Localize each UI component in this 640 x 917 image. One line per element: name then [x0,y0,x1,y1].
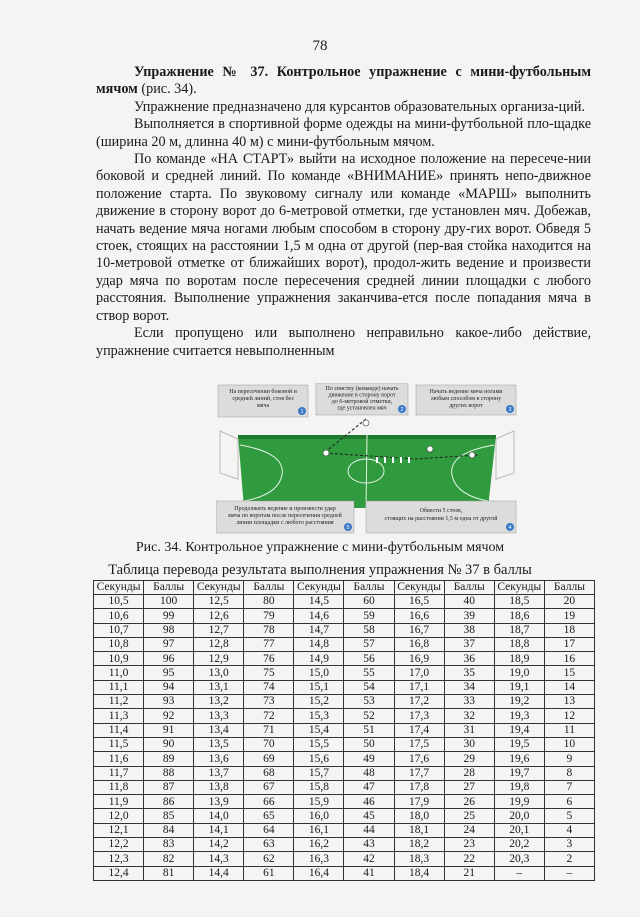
cone-3 [392,457,394,463]
cell-points: 95 [144,666,194,680]
callout-3-line-1: Начать ведение мяча ногами [429,389,503,395]
cone-5 [408,457,410,463]
cell-seconds: 14,6 [294,609,344,623]
cell-points: 14 [544,680,594,694]
cell-seconds: 11,0 [94,666,144,680]
callout-2 [316,383,408,415]
cell-points: 100 [144,595,194,609]
callout-3 [416,385,516,415]
table-row [94,695,595,709]
cell-seconds: 13,2 [194,695,244,709]
cell-points: 94 [144,680,194,694]
cell-points: 33 [444,695,494,709]
exercise-title [96,64,591,99]
cell-points: 7 [544,780,594,794]
cell-seconds: 11,8 [94,780,144,794]
cell-points: 20 [544,595,594,609]
header-seconds: Секунды [394,581,444,595]
cell-points: 77 [244,637,294,651]
cell-points: 48 [344,766,394,780]
cell-points: 9 [544,752,594,766]
paragraph-purpose: Упражнение предназначено для курсантов образовательных организа-ций. [134,98,585,115]
cell-seconds: 16,9 [394,652,444,666]
cell-seconds: 19,7 [494,766,544,780]
cell-points: 73 [244,695,294,709]
cell-seconds: 13,7 [194,766,244,780]
table-row [94,737,595,751]
cell-points: 24 [444,823,494,837]
table-body [94,595,595,881]
right-goal [496,431,514,479]
cell-seconds: 15,3 [294,709,344,723]
cell-seconds: 15,9 [294,795,344,809]
table-row [94,666,595,680]
cell-points: 47 [344,780,394,794]
cell-points: 69 [244,752,294,766]
cell-points: 63 [244,838,294,852]
callout-4-line-1: Обвести 5 стоек, [419,508,463,514]
cell-points: 71 [244,723,294,737]
cell-seconds: 12,1 [94,823,144,837]
cell-seconds: 13,0 [194,666,244,680]
cell-points: 83 [144,838,194,852]
court [220,419,514,508]
cell-points: 68 [244,766,294,780]
table-header-row [94,581,595,595]
cell-seconds: 16,8 [394,637,444,651]
cell-seconds: 12,4 [94,866,144,880]
paragraph-failure: Если пропущено или выполнено неправильно какое-либо действие, упражнение считается невыполненным [96,325,591,359]
exercise-text [96,64,591,360]
cell-points: 79 [244,609,294,623]
score-table [93,580,595,881]
cell-seconds: 14,5 [294,595,344,609]
cell-seconds: 12,5 [194,595,244,609]
table-row [94,780,595,794]
cell-seconds: 12,3 [94,852,144,866]
cell-seconds: 17,6 [394,752,444,766]
cell-points: 42 [344,852,394,866]
cell-points: 12 [544,709,594,723]
cell-seconds: 18,0 [394,809,444,823]
callout-3-line-2: любым способом в сторону [430,396,502,402]
exercise-title-bold: Упражнение № 37. Контрольное упражнение с мини-футбольным мячом [96,64,591,98]
player-shot [469,452,475,458]
cell-points: 22 [444,852,494,866]
cell-seconds: 12,8 [194,637,244,651]
cell-points: 78 [244,623,294,637]
cell-seconds: 15,7 [294,766,344,780]
cell-points: 56 [344,652,394,666]
callout-4-number: 4 [508,525,512,531]
cell-seconds: 17,9 [394,795,444,809]
table-row [94,652,595,666]
cell-points: 72 [244,709,294,723]
callout-1-line-3: мяча [256,403,270,409]
cell-points: 21 [444,866,494,880]
cell-seconds: 17,7 [394,766,444,780]
cell-points: 30 [444,737,494,751]
cell-seconds: 14,9 [294,652,344,666]
table-row [94,752,595,766]
cell-seconds: 16,1 [294,823,344,837]
cell-points: 88 [144,766,194,780]
cell-seconds: 16,3 [294,852,344,866]
cell-points: 60 [344,595,394,609]
cell-seconds: 11,6 [94,752,144,766]
table-row [94,866,595,880]
table-row [94,809,595,823]
cell-seconds: 18,1 [394,823,444,837]
table-row [94,823,595,837]
cone-1 [376,457,378,463]
cell-seconds: 19,2 [494,695,544,709]
cell-points: 74 [244,680,294,694]
cell-seconds: 18,4 [394,866,444,880]
header-points: Баллы [244,581,294,595]
cell-seconds: 10,9 [94,652,144,666]
cell-seconds: 18,6 [494,609,544,623]
cell-points: 98 [144,623,194,637]
cell-seconds: 12,9 [194,652,244,666]
cell-seconds: 17,3 [394,709,444,723]
callout-2-number: 2 [400,407,404,413]
cell-points: 16 [544,652,594,666]
cell-seconds: 19,6 [494,752,544,766]
cell-seconds: 19,1 [494,680,544,694]
callout-3-number: 3 [508,407,512,413]
header-points: Баллы [444,581,494,595]
cell-points: 59 [344,609,394,623]
cell-points: 75 [244,666,294,680]
cell-seconds: 18,3 [394,852,444,866]
cell-points: 54 [344,680,394,694]
cell-seconds: 12,6 [194,609,244,623]
cell-seconds: 15,1 [294,680,344,694]
player-start [363,420,369,426]
cell-seconds: 13,5 [194,737,244,751]
cell-seconds: 11,2 [94,695,144,709]
cell-seconds: 15,2 [294,695,344,709]
header-seconds: Секунды [94,581,144,595]
cell-seconds: 12,2 [94,838,144,852]
cell-seconds: 11,5 [94,737,144,751]
cell-points: 51 [344,723,394,737]
cell-seconds: 14,0 [194,809,244,823]
cell-seconds: 18,8 [494,637,544,651]
cell-points: 23 [444,838,494,852]
cell-seconds: 16,7 [394,623,444,637]
cell-seconds: 13,8 [194,780,244,794]
header-points: Баллы [144,581,194,595]
cell-seconds: 18,5 [494,595,544,609]
cell-seconds: 19,0 [494,666,544,680]
page-number: 78 [312,38,328,54]
callout-5-line-2: мяча по воротам после пересечения средней [228,513,342,519]
cell-seconds: 19,4 [494,723,544,737]
cell-seconds: 14,8 [294,637,344,651]
cell-points: 19 [544,609,594,623]
figure-caption: Рис. 34. Контрольное упражнение с мини-футбольным мячом [135,540,505,555]
cell-points: 62 [244,852,294,866]
cell-seconds: 18,7 [494,623,544,637]
table-row [94,838,595,852]
cell-points: 87 [144,780,194,794]
cell-seconds: 11,3 [94,709,144,723]
cell-seconds: 11,7 [94,766,144,780]
cell-points: 36 [444,652,494,666]
player-ball [323,450,329,456]
cell-points: 11 [544,723,594,737]
cell-points: 86 [144,795,194,809]
cell-points: 84 [144,823,194,837]
table-row [94,723,595,737]
cell-points: 15 [544,666,594,680]
table-row [94,637,595,651]
cell-seconds: 11,4 [94,723,144,737]
callout-1-number: 1 [300,409,304,415]
cell-seconds: 18,2 [394,838,444,852]
callout-1 [218,385,308,417]
cell-seconds: 12,7 [194,623,244,637]
callout-2-line-1: По свистку (команде) начать [325,386,399,392]
cell-points: 25 [444,809,494,823]
cell-seconds: 16,6 [394,609,444,623]
cell-seconds: 17,1 [394,680,444,694]
cell-seconds: 13,1 [194,680,244,694]
cell-seconds: 10,8 [94,637,144,651]
cell-points: 6 [544,795,594,809]
cell-seconds: 19,3 [494,709,544,723]
cell-seconds: 14,7 [294,623,344,637]
cell-seconds: 14,4 [194,866,244,880]
cell-points: 45 [344,809,394,823]
cell-points: 53 [344,695,394,709]
exercise-figure [216,383,520,535]
cell-seconds: 13,9 [194,795,244,809]
table-row [94,623,595,637]
cell-points: 81 [144,866,194,880]
cell-points: 8 [544,766,594,780]
cell-points: 49 [344,752,394,766]
paragraph-procedure: По команде «НА СТАРТ» выйти на исходное положение на пересече-нии боковой и средней линий. По команде «ВНИМАНИЕ» принять непо-движное положение старта. По звуковому сигналу или команде «МАРШ» выполнить движение в сторону ворот до 6-метровой отметки, где установлен мяч. Добежав, начать ведение мяча ногами любым способом в сторону дру-гих ворот. Обведя 5 стоек, стоящих на расстоянии 1,5 м одна от другой (пер-вая стойка находится на 10-метровой отметке от ближайших ворот), продол-жить ведение и произвести удар мяча по воротам после пересечения средней линии площадки с любого расстояния. Выполнение упражнения заканчива-ется после попадания мяча в створ ворот. [96,151,591,324]
cell-seconds: 10,7 [94,623,144,637]
court-diagram [216,383,520,535]
cell-points: 13 [544,695,594,709]
cell-points: 43 [344,838,394,852]
cell-points: 35 [444,666,494,680]
callout-5-line-3: линии площадки с любого расстояния [236,520,334,526]
callout-4-line-2: стоящих на расстоянии 1,5 м одна от другой [384,516,498,522]
cell-points: 70 [244,737,294,751]
cell-seconds: 13,4 [194,723,244,737]
cell-points: 97 [144,637,194,651]
cell-points: 18 [544,623,594,637]
cell-points: 37 [444,637,494,651]
callout-5 [216,501,354,533]
table-row [94,852,595,866]
cell-points: 76 [244,652,294,666]
cell-points: 99 [144,609,194,623]
cell-seconds: 20,3 [494,852,544,866]
cell-seconds: 19,9 [494,795,544,809]
cell-points: – [544,866,594,880]
table-row [94,680,595,694]
cell-seconds: 16,5 [394,595,444,609]
cell-seconds: 11,1 [94,680,144,694]
cell-seconds: 17,4 [394,723,444,737]
cell-points: 39 [444,609,494,623]
cell-points: 91 [144,723,194,737]
cell-points: 5 [544,809,594,823]
cell-seconds: 10,5 [94,595,144,609]
cell-points: 89 [144,752,194,766]
cell-seconds: 14,1 [194,823,244,837]
cone-2 [384,457,386,463]
cell-seconds: 20,1 [494,823,544,837]
cell-points: 85 [144,809,194,823]
cell-points: 66 [244,795,294,809]
cell-points: 17 [544,637,594,651]
header-points: Баллы [344,581,394,595]
cell-seconds: 19,5 [494,737,544,751]
cell-seconds: 15,5 [294,737,344,751]
cell-points: 44 [344,823,394,837]
cell-points: 52 [344,709,394,723]
cell-points: 50 [344,737,394,751]
cell-seconds: 10,6 [94,609,144,623]
cell-seconds: 13,3 [194,709,244,723]
table-row [94,766,595,780]
cell-points: 28 [444,766,494,780]
player-dribble [427,446,433,452]
table-row [94,595,595,609]
cell-seconds: 17,2 [394,695,444,709]
callout-5-number: 5 [346,525,350,531]
cell-points: 46 [344,795,394,809]
cell-points: 65 [244,809,294,823]
cell-points: 58 [344,623,394,637]
exercise-title-suffix: (рис. 34). [137,81,197,98]
callout-1-line-2: средней линий, стоя без [232,396,294,402]
cell-points: 4 [544,823,594,837]
header-seconds: Секунды [294,581,344,595]
cell-points: 67 [244,780,294,794]
cell-seconds: 14,2 [194,838,244,852]
cell-seconds: – [494,866,544,880]
table-row [94,795,595,809]
cell-seconds: 11,9 [94,795,144,809]
left-goal [220,431,238,479]
callout-2-line-4: где установлен мяч [337,405,387,412]
cell-seconds: 15,8 [294,780,344,794]
cell-seconds: 20,0 [494,809,544,823]
cell-points: 93 [144,695,194,709]
cell-points: 40 [444,595,494,609]
cell-seconds: 12,0 [94,809,144,823]
header-seconds: Секунды [494,581,544,595]
callout-5-line-1: Продолжить ведение и произвести удар [234,506,336,512]
cell-seconds: 15,6 [294,752,344,766]
cell-seconds: 17,5 [394,737,444,751]
cell-points: 80 [244,595,294,609]
cell-points: 34 [444,680,494,694]
cell-seconds: 15,4 [294,723,344,737]
cell-points: 32 [444,709,494,723]
cell-seconds: 17,0 [394,666,444,680]
cell-points: 55 [344,666,394,680]
cell-seconds: 19,8 [494,780,544,794]
cell-points: 31 [444,723,494,737]
table-row [94,609,595,623]
cell-points: 41 [344,866,394,880]
cell-points: 92 [144,709,194,723]
cell-points: 29 [444,752,494,766]
cell-seconds: 14,3 [194,852,244,866]
cell-points: 82 [144,852,194,866]
cell-seconds: 20,2 [494,838,544,852]
cell-points: 26 [444,795,494,809]
callout-1-line-1: На пересечении боковой и [229,389,297,395]
cell-seconds: 16,2 [294,838,344,852]
cell-points: 10 [544,737,594,751]
cell-points: 64 [244,823,294,837]
table-title: Таблица перевода результата выполнения упражнения № 37 в баллы [108,562,532,578]
cell-seconds: 17,8 [394,780,444,794]
cell-seconds: 13,6 [194,752,244,766]
cell-seconds: 15,0 [294,666,344,680]
cell-points: 61 [244,866,294,880]
cell-points: 38 [444,623,494,637]
callout-2-line-3: до 6-метровой отметки, [331,399,393,405]
header-seconds: Секунды [194,581,244,595]
header-points: Баллы [544,581,594,595]
callout-4 [366,501,516,533]
callout-3-line-3: других ворот [449,403,483,409]
cell-points: 90 [144,737,194,751]
cone-4 [400,457,402,463]
cell-points: 2 [544,852,594,866]
cell-points: 3 [544,838,594,852]
cell-points: 96 [144,652,194,666]
table-row [94,709,595,723]
callout-2-line-2: движение в сторону ворот [328,392,396,399]
cell-seconds: 18,9 [494,652,544,666]
cell-seconds: 16,0 [294,809,344,823]
cell-seconds: 16,4 [294,866,344,880]
paragraph-conditions: Выполняется в спортивной форме одежды на мини-футбольной пло-щадке (ширина 20 м, длинна 40 м) с мини-футбольным мячом. [96,116,591,150]
cell-points: 57 [344,637,394,651]
cell-points: 27 [444,780,494,794]
